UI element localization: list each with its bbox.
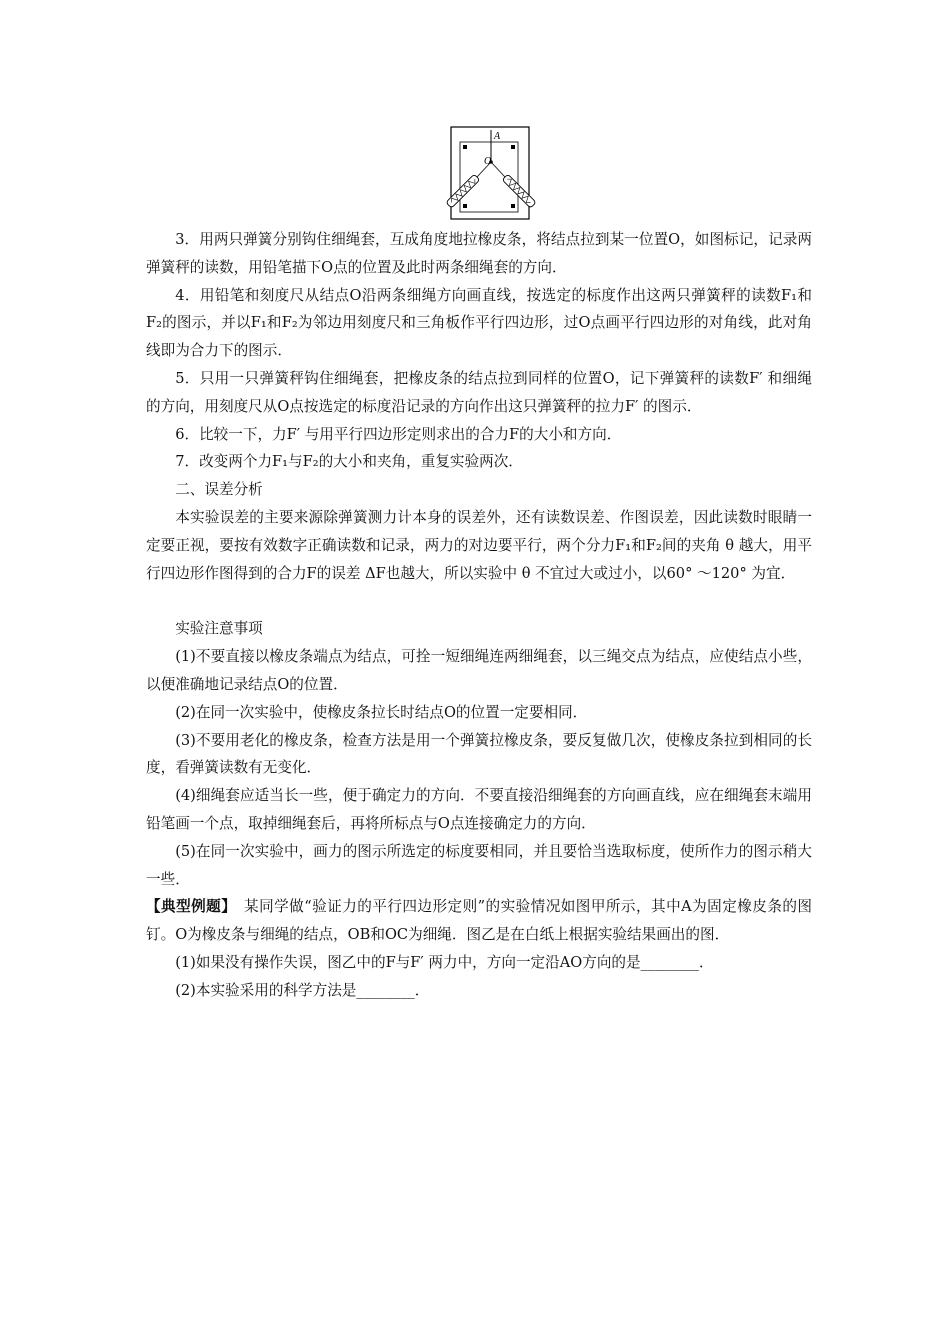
example-paragraph — [146, 893, 812, 949]
document-body — [146, 226, 812, 1005]
question-1: (1)如果没有操作失误，图乙中的F与F′ 两力中，方向一定沿AO方向的是________． — [175, 953, 714, 971]
pin-bottom-right — [511, 204, 515, 208]
notes-heading: 实验注意事项 — [175, 620, 263, 638]
note-5: (5)在同一次实验中，画力的图示所选定的标度要相同，并且要恰当选取标度，使所作力的图示稍大一些． — [146, 842, 812, 888]
label-a: A — [494, 131, 501, 142]
spring-scale-right — [502, 174, 536, 208]
error-heading: 二、误差分析 — [175, 481, 263, 499]
note-3: (3)不要用老化的橡皮条，检查方法是用一个弹簧拉橡皮条，要反复做几次，使橡皮条拉到相同的长度，看弹簧读数有无变化． — [146, 731, 812, 777]
example-tag: 【典型例题】 — [146, 898, 229, 916]
note-4: (4)细绳套应适当长一些，便于确定力的方向．不要直接沿细绳套的方向画直线，应在细绳套末端用铅笔画一个点，取掉细绳套后，再将所标点与O点连接确定力的方向． — [146, 787, 812, 832]
pin-top-left — [463, 145, 467, 149]
note-2: (2)在同一次实验中，使橡皮条拉长时结点O的位置一定要相同． — [175, 703, 588, 721]
question-2: (2)本实验采用的科学方法是________． — [175, 981, 430, 999]
section-gap — [146, 587, 812, 615]
step-5: 5．只用一只弹簧秤钩住细绳套，把橡皮条的结点拉到同样的位置O，记下弹簧秤的读数F′ 和细绳的方向，用刻度尺从O点按选定的标度沿记录的方向作出这只弹簧秤的拉力F′ 的图示． — [146, 369, 812, 415]
step-6: 6．比较一下，力F′ 与用平行四边形定则求出的合力F的大小和方向． — [175, 425, 622, 443]
example-body: 某同学做“验证力的平行四边形定则”的实验情况如图甲所示，其中A为固定橡皮条的图钉。O为橡皮条与细绳的结点，OB和OC为细绳．图乙是在白纸上根据实验结果画出的图． — [146, 898, 813, 944]
board-outer — [451, 127, 529, 219]
string-right — [491, 162, 505, 177]
step-7: 7．改变两个力F₁与F₂的大小和夹角，重复实验两次． — [175, 453, 523, 471]
step-3: 3．用两只弹簧分别钩住细绳套，互成角度地拉橡皮条，将结点拉到某一位置O，如图标记，记录两弹簧秤的读数，用铅笔描下O点的位置及此时两条细绳套的方向． — [146, 231, 812, 276]
pin-top-right — [511, 145, 515, 149]
error-body: 本实验误差的主要来源除弹簧测力计本身的误差外，还有读数误差、作图误差，因此读数时眼睛一定要正视，要按有效数字正确读数和记录，两力的对边要平行，两个分力F₁和F₂间的夹角 θ 越大，用平行四边形作图得到的合力F的误差 ΔF也越大，所以实验中 θ 不宜过大或过小，以60° ～120° 为宜． — [146, 508, 812, 582]
note-1: (1)不要直接以橡皮条端点为结点，可拴一短细绳连两细绳套，以三绳交点为结点，应使结点小些，以便准确地记录结点O的位置． — [146, 648, 812, 693]
label-o: O — [484, 156, 492, 167]
board-diagram — [440, 124, 540, 224]
pin-bottom-left — [463, 204, 467, 208]
step-4: 4．用铅笔和刻度尺从结点O沿两条细绳方向画直线，按选定的标度作出这两只弹簧秤的读数F₁和F₂的图示，并以F₁和F₂为邻边用刻度尺和三角板作平行四边形，过O点画平行四边形的对角线，此对角线即为合力下的图示． — [146, 286, 812, 360]
experiment-figure — [440, 124, 540, 224]
